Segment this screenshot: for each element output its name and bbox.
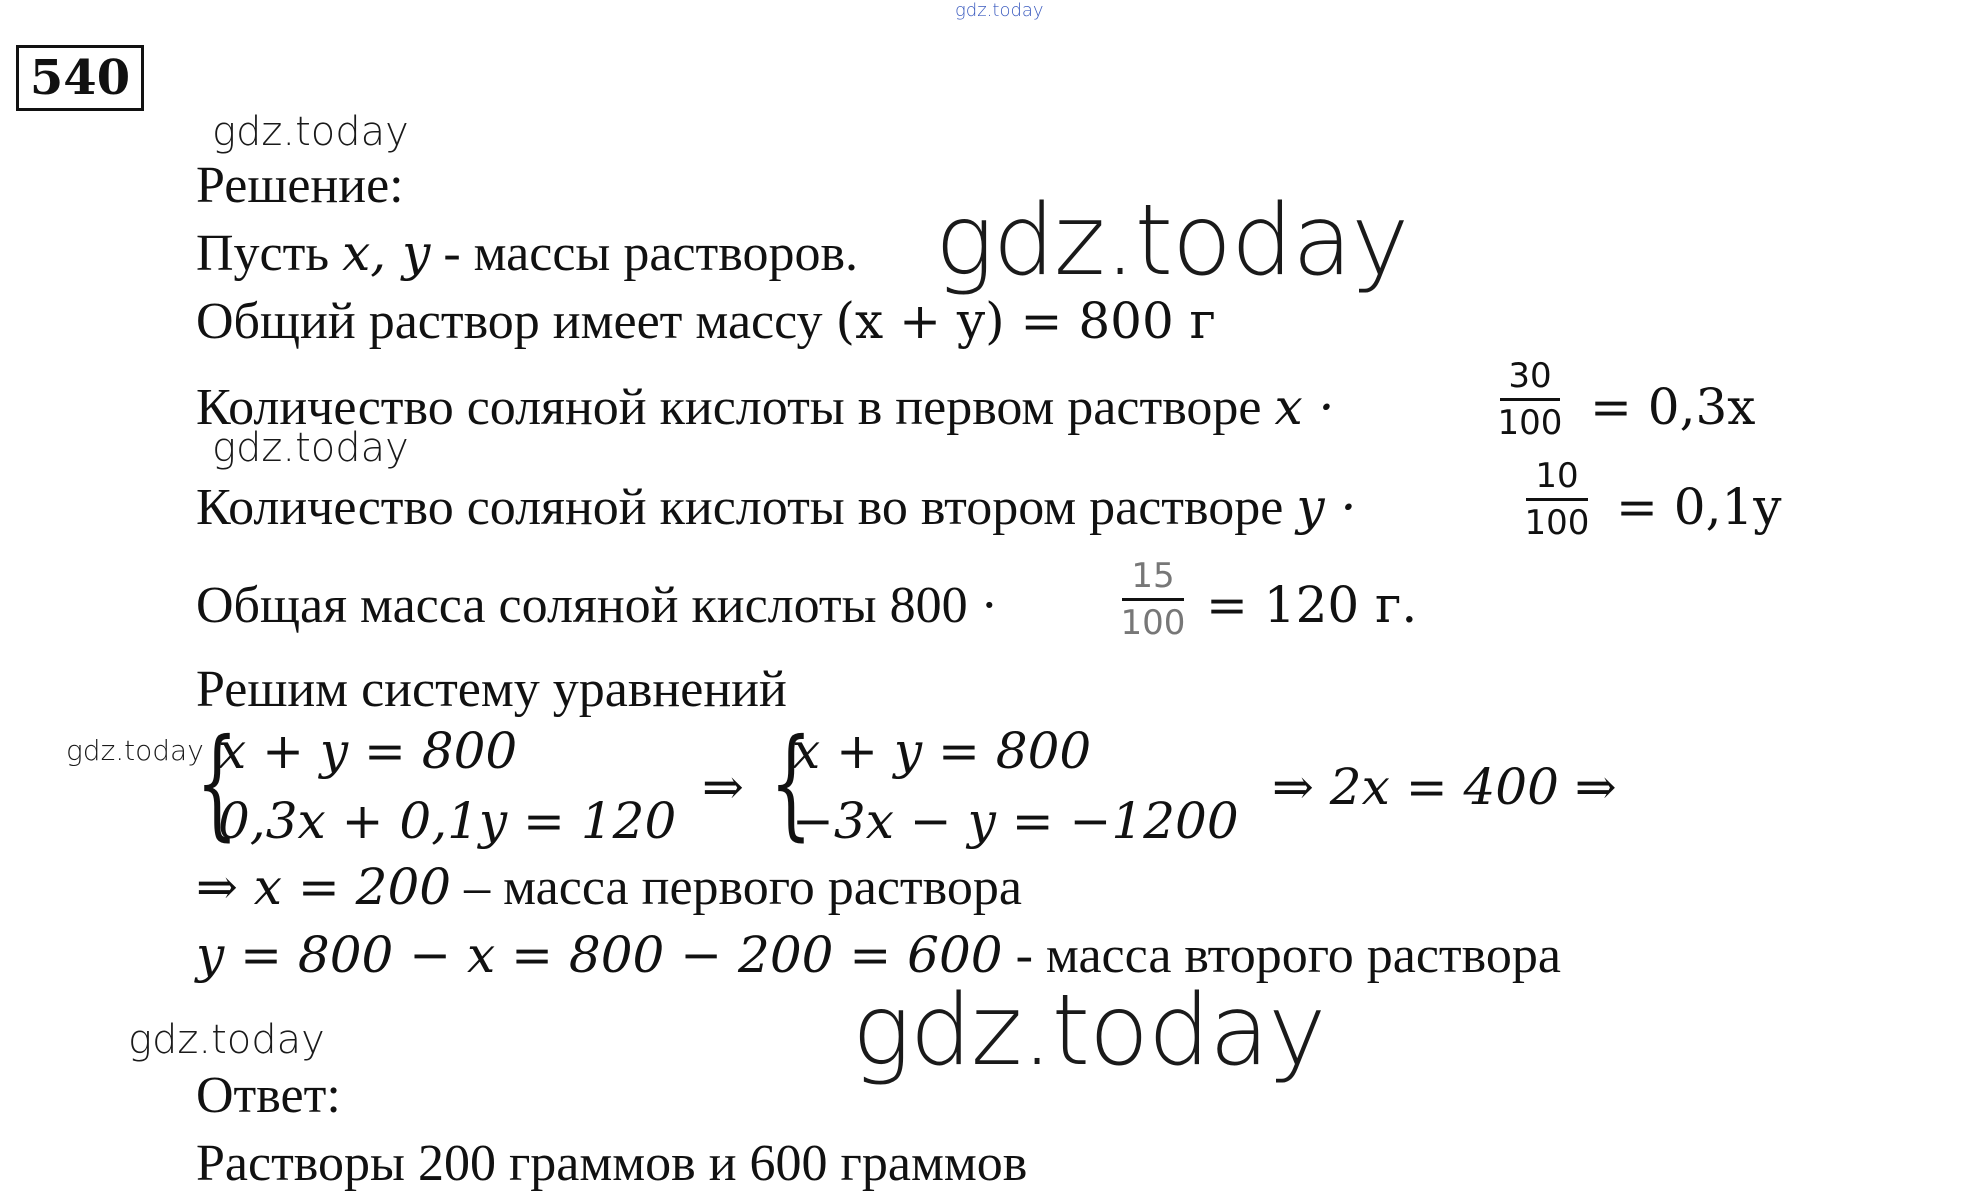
fraction-num: 30 [1508,356,1552,396]
line-3-result: = 0,3x [1590,378,1756,436]
system-1-eq2: 0,3x + 0,1y = 120 [218,792,677,850]
fraction-num: 10 [1535,456,1579,496]
line-2-text: Общий раствор имеет массу [196,293,836,350]
watermark-3: gdz.today [66,734,204,767]
line-4 [196,478,1357,536]
line-5-result: = 120 г. [1206,576,1418,634]
fraction-den: 100 [1497,403,1563,443]
system-2-brace: { [770,714,812,853]
watermark-top: gdz.today [955,0,1044,21]
line-1 [196,224,858,282]
fraction-bar [1122,598,1184,601]
problem-number-box [16,45,144,111]
line-1-vars: x, y [342,224,431,282]
line-3-var: x · [1274,378,1335,436]
line-5-text: Общая масса соляной кислоты 800 · [196,577,998,634]
line-6: Решим систему уравнений [196,661,787,718]
system-1-eq1: x + y = 800 [218,722,518,780]
line-2 [196,292,1216,350]
fraction-bar [1526,498,1588,501]
line-4-text: Количество соляной кислоты во втором растворе [196,479,1297,536]
line-8-text: - масса второго раствора [1002,927,1561,984]
answer-text: Растворы 200 граммов и 600 граммов [196,1135,1028,1192]
step-2x: ⇒ 2x = 400 ⇒ [1272,758,1617,816]
system-2-eq2: −3x − y = −1200 [792,792,1239,850]
line-3-text: Количество соляной кислоты в первом растворе [196,379,1275,436]
system-1-brace: { [196,714,238,853]
line-1-prefix: Пусть [196,225,343,282]
watermark-2: gdz.today [212,425,409,471]
watermark-big-2: gdz.today [852,974,1326,1088]
line-4-var: y · [1296,478,1357,536]
answer-heading: Ответ: [196,1067,341,1124]
fraction-bar [1500,398,1560,401]
line-2-math: (x + y) = 800 г [835,292,1216,350]
line-4-result: = 0,1y [1616,478,1782,536]
fraction-15-100 [1122,556,1184,643]
line-8-math: y = 800 − x = 800 − 200 = 600 [196,926,1003,984]
fraction-10-100 [1526,456,1588,543]
fraction-num: 15 [1131,556,1175,596]
line-8 [196,926,1561,984]
implies-arrow: ⇒ [702,758,744,816]
solution-heading: Решение: [196,157,404,214]
watermark-big-1: gdz.today [935,184,1409,298]
line-5 [196,577,998,634]
line-7 [196,858,1022,916]
watermark-4: gdz.today [128,1017,325,1063]
problem-number: 540 [29,50,131,106]
watermark-1: gdz.today [212,109,409,155]
line-1-text: - массы растворов. [430,225,858,282]
line-7-text: – масса первого раствора [451,859,1022,916]
line-3 [196,378,1335,436]
fraction-den: 100 [1120,603,1186,643]
line-7-math: ⇒ x = 200 [196,858,452,916]
fraction-den: 100 [1524,503,1590,543]
fraction-30-100 [1497,356,1563,443]
system-2-eq1: x + y = 800 [792,722,1092,780]
